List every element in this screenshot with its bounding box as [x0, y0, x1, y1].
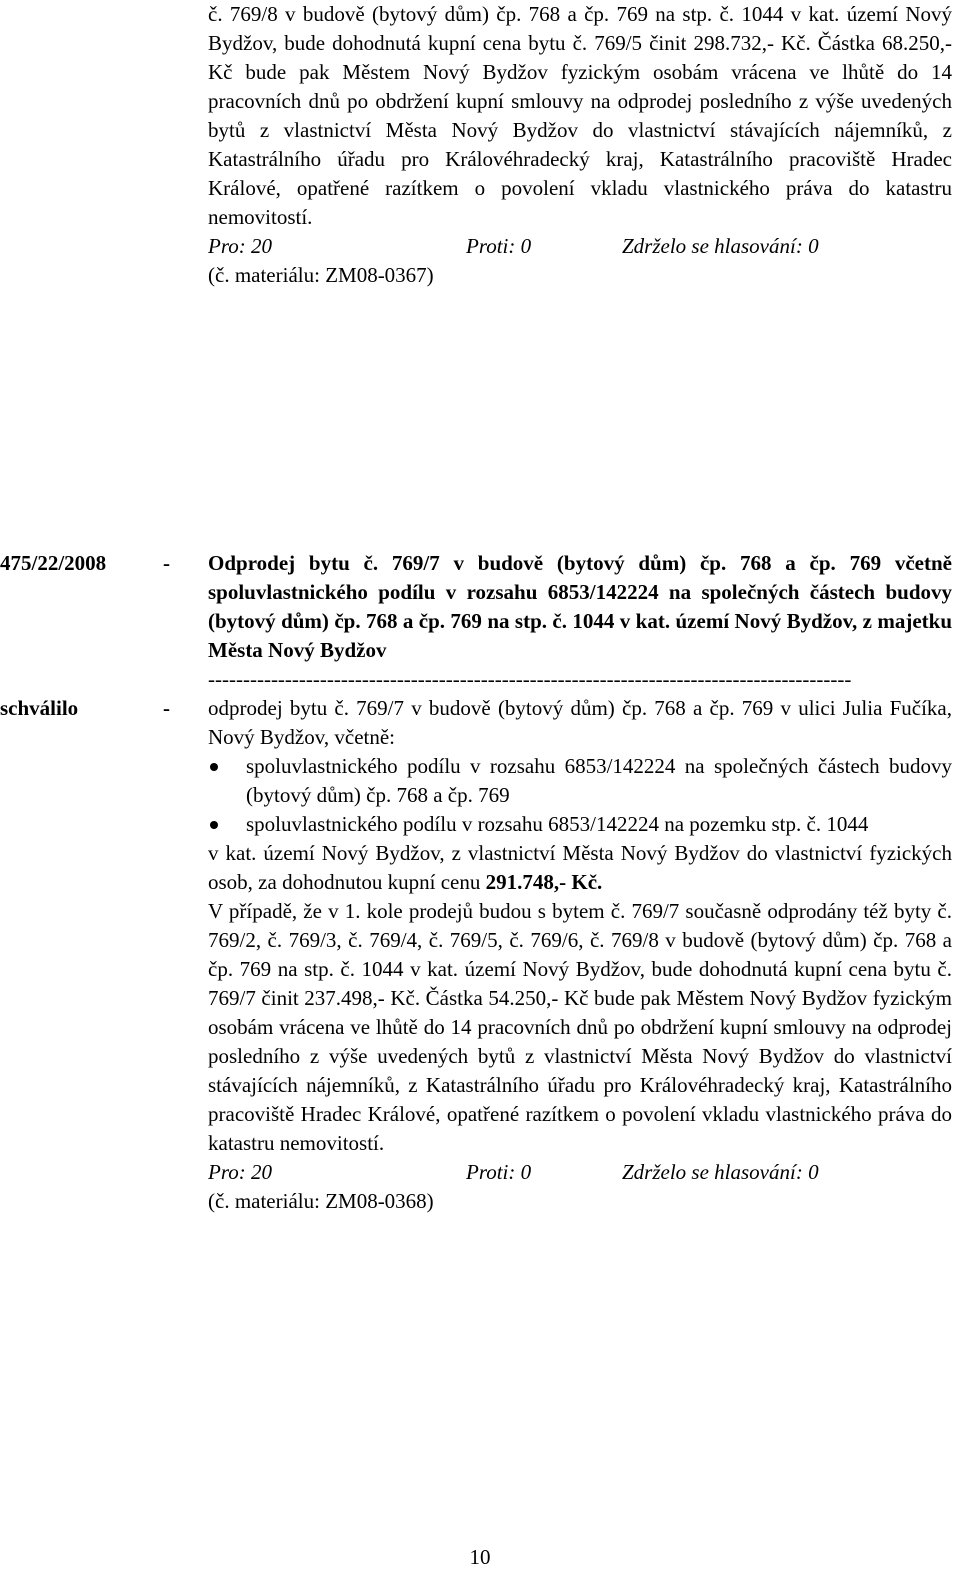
- resolution-title: Odprodej bytu č. 769/7 v budově (bytový dům) čp. 768 a čp. 769 včetně spoluvlastnického podílu v rozsahu 6853/142224 na společných částech budovy (bytový dům) čp. 768 a čp. 769 na stp. č. 1044 v kat. území Nový Bydžov, z majetku Města Nový Bydžov: [208, 551, 952, 662]
- list-item: spoluvlastnického podílu v rozsahu 6853/142224 na pozemku stp. č. 1044: [208, 810, 952, 839]
- sale-terms-text: v kat. území Nový Bydžov, z vlastnictví Města Nový Bydžov do vlastnictví fyzických osob, za dohodnutou kupní cenu: [208, 841, 952, 894]
- list-item: spoluvlastnického podílu v rozsahu 6853/142224 na společných částech budovy (bytový dům) čp. 768 a čp. 769: [208, 752, 952, 810]
- approved-label: schválilo: [0, 696, 79, 720]
- approved-body: [208, 694, 952, 1216]
- sale-price: 291.748,- Kč.: [485, 870, 603, 894]
- previous-resolution-continuation: [208, 0, 952, 290]
- material-reference: (č. materiálu: ZM08-0367): [208, 263, 434, 287]
- sale-terms: [208, 839, 952, 897]
- condition-text: V případě, že v 1. kole prodejů budou s bytem č. 769/7 současně odprodány též byty č. 769/2, č. 769/3, č. 769/4, č. 769/5, č. 769/6, č. 769/8 v budově (bytový dům) čp. 768 a čp. 769 na stp. č. 1044 v kat. území Nový Bydžov, bude dohodnutá kupní cena bytu č. 769/7 činit 237.498,- Kč. Částka 54.250,- Kč bude pak Městem Nový Bydžov fyzickým osobám vrácena ve lhůtě do 14 pracovních dnů po obdržení kupní smlouvy na odprodej posledního z výše uvedených bytů z vlastnictví Města Nový Bydžov do vlastnictví stávajících nájemníků, z Katastrálního úřadu pro Královéhradecký kraj, Katastrálního pracoviště Hradec Králové, opatřené razítkem o povolení vkladu vlastnického práva do katastru nemovitostí.: [208, 899, 952, 1155]
- vote-proti: Proti: 0: [466, 1160, 532, 1184]
- vote-abstain: Zdrželo se hlasování: 0: [622, 234, 819, 258]
- vote-pro: Pro: 20: [208, 234, 272, 258]
- previous-resolution-text: č. 769/8 v budově (bytový dům) čp. 768 a čp. 769 na stp. č. 1044 v kat. území Nový Bydžov, bude dohodnutá kupní cena bytu č. 769/5 činit 298.732,- Kč. Částka 68.250,- Kč bude pak Městem Nový Bydžov fyzickým osobám vrácena ve lhůtě do 14 pracovních dnů po obdržení kupní smlouvy na odprodej posledního z výše uvedených bytů z vlastnictví Města Nový Bydžov do vlastnictví stávajících nájemníků, z Katastrálního úřadu pro Královéhradecký kraj, Katastrálního pracoviště Hradec Králové, opatřené razítkem o povolení vkladu vlastnického práva do katastru nemovitostí.: [208, 2, 952, 229]
- material-reference: (č. materiálu: ZM08-0368): [208, 1189, 434, 1213]
- resolution-block: [0, 549, 960, 1216]
- vote-proti: Proti: 0: [466, 234, 532, 258]
- page-number: 10: [469, 1545, 491, 1569]
- separator-line: --------------------------------------------------------------------------------------------: [208, 667, 852, 691]
- vote-pro: Pro: 20: [208, 1160, 272, 1184]
- resolution-header: [0, 549, 960, 694]
- vote-abstain: Zdrželo se hlasování: 0: [622, 1160, 819, 1184]
- approved-intro: odprodej bytu č. 769/7 v budově (bytový dům) čp. 768 a čp. 769 v ulici Julia Fučíka, Nový Bydžov, včetně:: [208, 696, 952, 749]
- resolution-dash: -: [163, 551, 170, 575]
- vote-result: [208, 1158, 952, 1187]
- bullet-list: [208, 752, 952, 839]
- resolution-approved: [0, 694, 960, 1216]
- vote-result: [208, 232, 952, 261]
- resolution-number: 475/22/2008: [0, 551, 107, 575]
- approved-dash: -: [163, 696, 170, 720]
